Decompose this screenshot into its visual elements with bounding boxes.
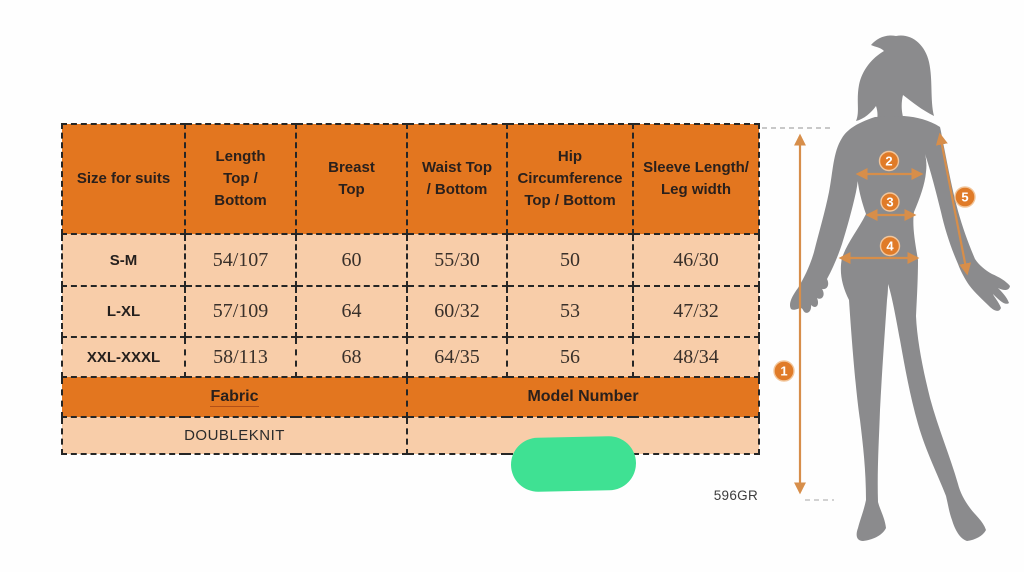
fabric-header: Fabric xyxy=(62,377,407,417)
fabric-value: DOUBLEKNIT xyxy=(62,417,407,454)
value-cell: 54/107 xyxy=(185,234,296,286)
measure-badge-2 xyxy=(880,152,899,171)
value-cell: 64/35 xyxy=(407,337,507,377)
size-label: L-XL xyxy=(62,286,185,337)
measure-badge-3 xyxy=(881,193,899,211)
size-chart-table xyxy=(61,123,758,455)
column-header-waist: Waist Top / Bottom xyxy=(407,124,507,234)
model-number-header: Model Number xyxy=(407,377,759,417)
column-header-length: Length Top / Bottom xyxy=(185,124,296,234)
value-cell: 68 xyxy=(296,337,407,377)
measure-badge-4 xyxy=(881,237,900,256)
badge-4-label: 4 xyxy=(886,238,894,254)
size-label: S-M xyxy=(62,234,185,286)
table-row xyxy=(62,234,759,286)
value-cell: 46/30 xyxy=(633,234,759,286)
value-cell: 55/30 xyxy=(407,234,507,286)
value-cell: 48/34 xyxy=(633,337,759,377)
value-cell: 64 xyxy=(296,286,407,337)
value-cell: 50 xyxy=(507,234,633,286)
badge-2-label: 2 xyxy=(885,153,893,169)
table-row xyxy=(62,337,759,377)
value-cell: 57/109 xyxy=(185,286,296,337)
column-header-hip: Hip Circumference Top / Bottom xyxy=(507,124,633,234)
table-footer-header-row xyxy=(62,377,759,417)
column-header-sleeve: Sleeve Length/ Leg width xyxy=(633,124,759,234)
table-row xyxy=(62,286,759,337)
size-label: XXL-XXXL xyxy=(62,337,185,377)
value-cell: 60 xyxy=(296,234,407,286)
measure-badge-5 xyxy=(955,187,975,207)
value-cell: 60/32 xyxy=(407,286,507,337)
badge-1-label: 1 xyxy=(780,363,788,379)
value-cell: 53 xyxy=(507,286,633,337)
table-footer-value-row xyxy=(62,417,759,454)
measure-badge-1 xyxy=(774,361,794,381)
value-cell: 56 xyxy=(507,337,633,377)
badge-3-label: 3 xyxy=(886,194,894,210)
column-header-breast: Breast Top xyxy=(296,124,407,234)
woman-silhouette-icon xyxy=(790,35,1010,541)
table-header-row xyxy=(62,124,759,234)
column-header-size: Size for suits xyxy=(62,124,185,234)
green-highlight-blob xyxy=(510,436,636,493)
badge-5-label: 5 xyxy=(961,189,969,205)
value-cell: 58/113 xyxy=(185,337,296,377)
value-cell: 47/32 xyxy=(633,286,759,337)
measurement-figure xyxy=(752,12,1024,564)
product-code: 596GR xyxy=(713,488,758,503)
